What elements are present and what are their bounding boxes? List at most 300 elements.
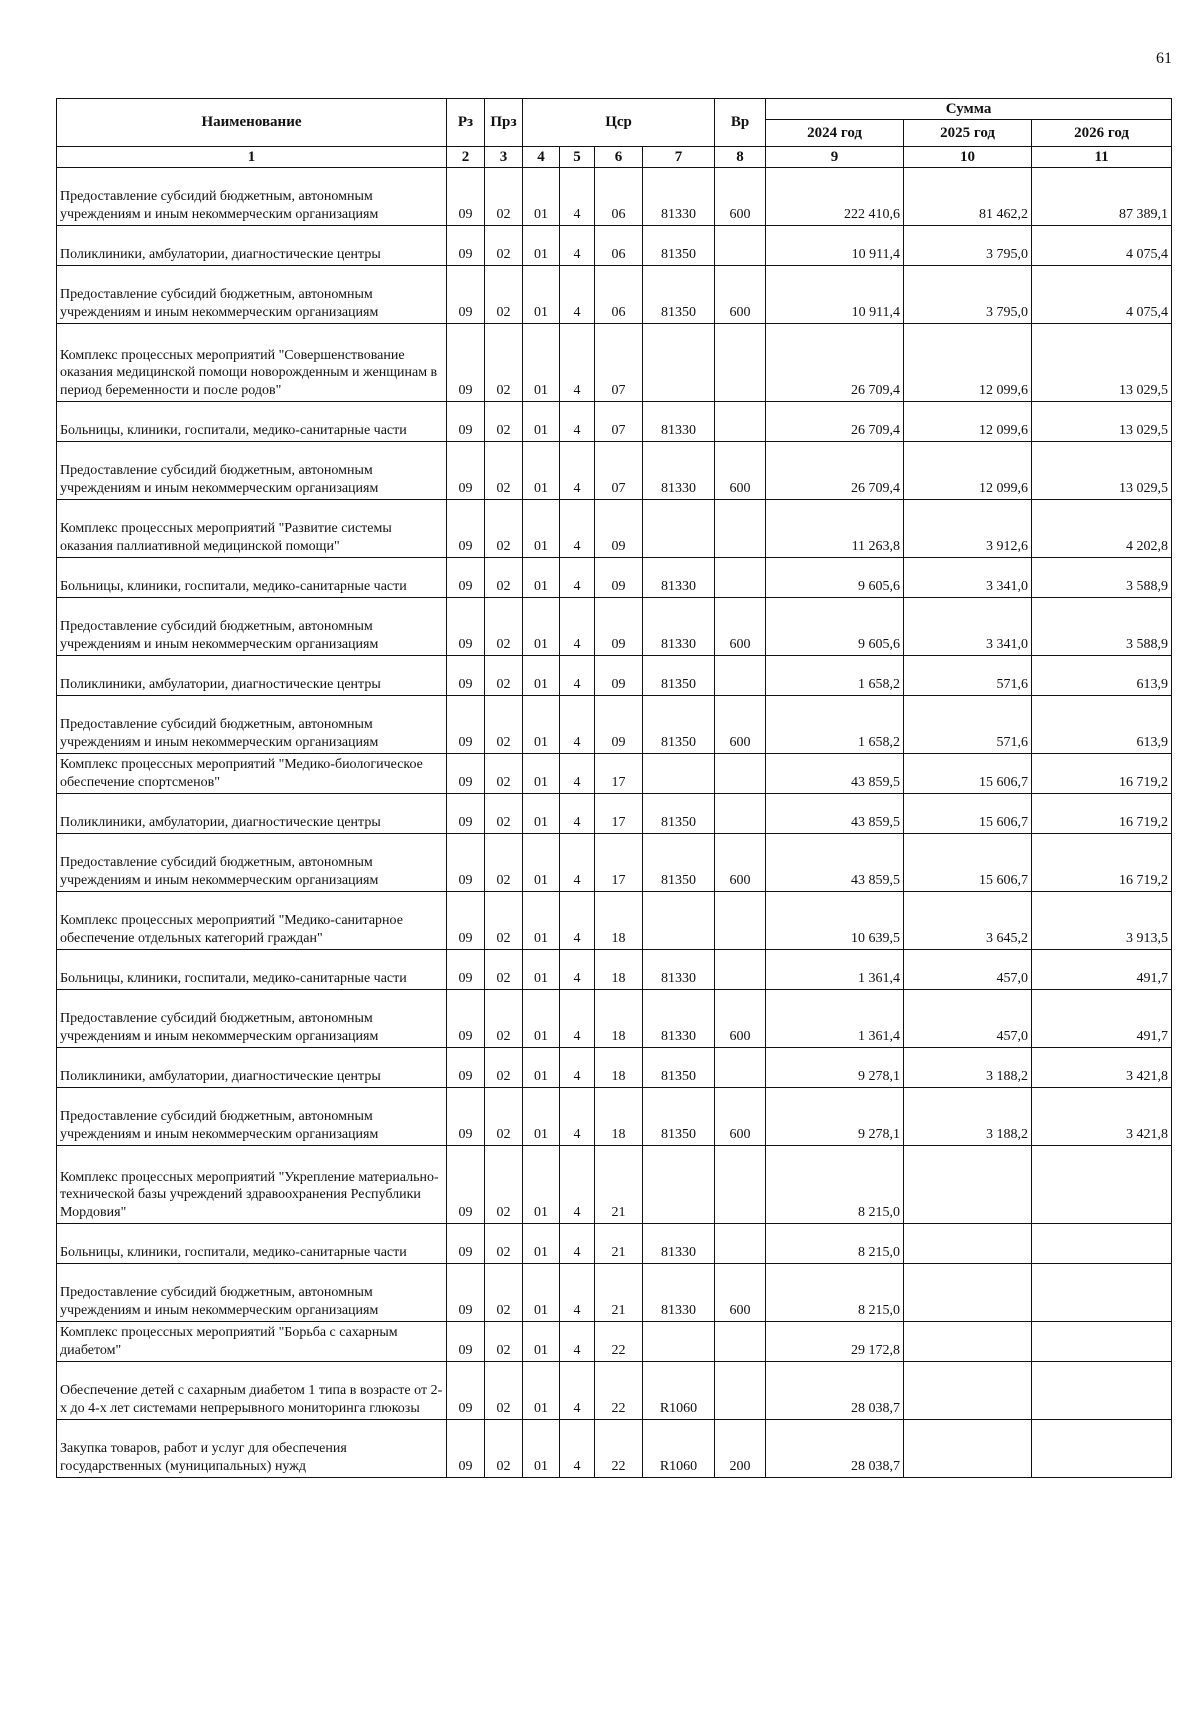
row-sum-2026: 3 421,8 bbox=[1032, 1048, 1172, 1088]
row-sum-2024: 26 709,4 bbox=[766, 402, 904, 442]
row-sum-2024: 1 361,4 bbox=[766, 950, 904, 990]
row-prz: 02 bbox=[485, 1420, 523, 1478]
row-name: Предоставление субсидий бюджетным, автономным учреждениям и иным некоммерческим организациям bbox=[57, 598, 447, 656]
row-name: Предоставление субсидий бюджетным, автономным учреждениям и иным некоммерческим организациям bbox=[57, 696, 447, 754]
row-sum-2024: 9 605,6 bbox=[766, 598, 904, 656]
row-csr-7: 81350 bbox=[643, 696, 715, 754]
table-row bbox=[57, 1264, 1172, 1322]
col-number: 3 bbox=[485, 147, 523, 168]
row-csr-6: 17 bbox=[595, 754, 643, 794]
row-sum-2024: 8 215,0 bbox=[766, 1224, 904, 1264]
row-sum-2025: 3 341,0 bbox=[904, 598, 1032, 656]
col-number: 11 bbox=[1032, 147, 1172, 168]
row-csr-5: 4 bbox=[560, 1146, 595, 1224]
row-sum-2025: 3 341,0 bbox=[904, 558, 1032, 598]
row-vr bbox=[715, 1146, 766, 1224]
row-sum-2024: 43 859,5 bbox=[766, 754, 904, 794]
row-name: Поликлиники, амбулатории, диагностические центры bbox=[57, 656, 447, 696]
table-row bbox=[57, 950, 1172, 990]
row-rz: 09 bbox=[447, 656, 485, 696]
row-csr-4: 01 bbox=[523, 990, 560, 1048]
row-csr-6: 07 bbox=[595, 402, 643, 442]
header-prz: Прз bbox=[485, 99, 523, 147]
row-csr-6: 17 bbox=[595, 834, 643, 892]
row-prz: 02 bbox=[485, 892, 523, 950]
row-csr-7: 81350 bbox=[643, 834, 715, 892]
row-vr bbox=[715, 1322, 766, 1362]
header-year-2024: 2024 год bbox=[766, 120, 904, 147]
row-csr-7 bbox=[643, 892, 715, 950]
row-sum-2026 bbox=[1032, 1420, 1172, 1478]
row-csr-4: 01 bbox=[523, 266, 560, 324]
row-rz: 09 bbox=[447, 794, 485, 834]
row-vr: 600 bbox=[715, 1088, 766, 1146]
row-sum-2025: 15 606,7 bbox=[904, 834, 1032, 892]
col-number: 10 bbox=[904, 147, 1032, 168]
row-rz: 09 bbox=[447, 598, 485, 656]
row-csr-7: 81350 bbox=[643, 1048, 715, 1088]
row-rz: 09 bbox=[447, 696, 485, 754]
row-name: Закупка товаров, работ и услуг для обеспечения государственных (муниципальных) нужд bbox=[57, 1420, 447, 1478]
row-csr-7: 81350 bbox=[643, 226, 715, 266]
row-vr: 200 bbox=[715, 1420, 766, 1478]
row-csr-6: 22 bbox=[595, 1420, 643, 1478]
row-sum-2025: 12 099,6 bbox=[904, 402, 1032, 442]
row-csr-6: 18 bbox=[595, 950, 643, 990]
row-vr bbox=[715, 892, 766, 950]
row-csr-6: 18 bbox=[595, 892, 643, 950]
col-number: 2 bbox=[447, 147, 485, 168]
table-row bbox=[57, 794, 1172, 834]
row-sum-2026: 613,9 bbox=[1032, 696, 1172, 754]
row-name: Больницы, клиники, госпитали, медико-санитарные части bbox=[57, 1224, 447, 1264]
row-csr-5: 4 bbox=[560, 266, 595, 324]
row-name: Предоставление субсидий бюджетным, автономным учреждениям и иным некоммерческим организациям bbox=[57, 266, 447, 324]
row-vr: 600 bbox=[715, 990, 766, 1048]
row-prz: 02 bbox=[485, 500, 523, 558]
row-vr bbox=[715, 950, 766, 990]
table-body bbox=[57, 168, 1172, 1478]
row-csr-4: 01 bbox=[523, 226, 560, 266]
row-csr-4: 01 bbox=[523, 598, 560, 656]
row-name: Комплекс процессных мероприятий "Медико-санитарное обеспечение отдельных категорий граждан" bbox=[57, 892, 447, 950]
row-rz: 09 bbox=[447, 1420, 485, 1478]
row-sum-2026: 3 588,9 bbox=[1032, 598, 1172, 656]
row-csr-4: 01 bbox=[523, 696, 560, 754]
row-name: Комплекс процессных мероприятий "Укрепление материально-технической базы учреждений здравоохранения Республики Мордовия" bbox=[57, 1146, 447, 1224]
row-csr-4: 01 bbox=[523, 402, 560, 442]
row-csr-6: 09 bbox=[595, 598, 643, 656]
row-prz: 02 bbox=[485, 754, 523, 794]
row-vr bbox=[715, 324, 766, 402]
table-row bbox=[57, 1322, 1172, 1362]
row-sum-2024: 26 709,4 bbox=[766, 324, 904, 402]
row-csr-4: 01 bbox=[523, 656, 560, 696]
row-sum-2026: 3 913,5 bbox=[1032, 892, 1172, 950]
row-sum-2025 bbox=[904, 1362, 1032, 1420]
row-sum-2024: 8 215,0 bbox=[766, 1146, 904, 1224]
table-row bbox=[57, 1146, 1172, 1224]
row-sum-2026: 16 719,2 bbox=[1032, 834, 1172, 892]
row-csr-4: 01 bbox=[523, 794, 560, 834]
col-number: 1 bbox=[57, 147, 447, 168]
row-csr-5: 4 bbox=[560, 990, 595, 1048]
row-sum-2025: 3 645,2 bbox=[904, 892, 1032, 950]
row-rz: 09 bbox=[447, 1088, 485, 1146]
row-sum-2025 bbox=[904, 1322, 1032, 1362]
row-csr-5: 4 bbox=[560, 226, 595, 266]
row-csr-4: 01 bbox=[523, 754, 560, 794]
row-name: Предоставление субсидий бюджетным, автономным учреждениям и иным некоммерческим организациям bbox=[57, 834, 447, 892]
table-header bbox=[57, 99, 1172, 168]
row-rz: 09 bbox=[447, 1264, 485, 1322]
row-prz: 02 bbox=[485, 1264, 523, 1322]
row-sum-2026 bbox=[1032, 1322, 1172, 1362]
table-row bbox=[57, 226, 1172, 266]
row-csr-4: 01 bbox=[523, 1048, 560, 1088]
row-prz: 02 bbox=[485, 1322, 523, 1362]
row-vr: 600 bbox=[715, 696, 766, 754]
row-prz: 02 bbox=[485, 656, 523, 696]
row-csr-6: 06 bbox=[595, 266, 643, 324]
row-rz: 09 bbox=[447, 1224, 485, 1264]
row-csr-6: 09 bbox=[595, 558, 643, 598]
row-sum-2024: 9 278,1 bbox=[766, 1048, 904, 1088]
row-rz: 09 bbox=[447, 226, 485, 266]
row-sum-2026: 613,9 bbox=[1032, 656, 1172, 696]
row-sum-2026: 4 075,4 bbox=[1032, 226, 1172, 266]
row-vr bbox=[715, 500, 766, 558]
table-row bbox=[57, 500, 1172, 558]
row-sum-2025 bbox=[904, 1420, 1032, 1478]
header-year-2026: 2026 год bbox=[1032, 120, 1172, 147]
row-csr-5: 4 bbox=[560, 794, 595, 834]
row-vr: 600 bbox=[715, 598, 766, 656]
row-prz: 02 bbox=[485, 598, 523, 656]
table-row bbox=[57, 696, 1172, 754]
row-sum-2026 bbox=[1032, 1146, 1172, 1224]
row-rz: 09 bbox=[447, 558, 485, 598]
row-sum-2026: 4 202,8 bbox=[1032, 500, 1172, 558]
row-rz: 09 bbox=[447, 442, 485, 500]
row-prz: 02 bbox=[485, 558, 523, 598]
row-csr-5: 4 bbox=[560, 1224, 595, 1264]
row-prz: 02 bbox=[485, 990, 523, 1048]
row-csr-7: 81330 bbox=[643, 990, 715, 1048]
row-sum-2024: 1 658,2 bbox=[766, 696, 904, 754]
row-sum-2024: 43 859,5 bbox=[766, 834, 904, 892]
row-csr-5: 4 bbox=[560, 442, 595, 500]
row-csr-4: 01 bbox=[523, 1264, 560, 1322]
row-sum-2025: 3 912,6 bbox=[904, 500, 1032, 558]
row-csr-5: 4 bbox=[560, 402, 595, 442]
row-csr-4: 01 bbox=[523, 1362, 560, 1420]
row-name: Больницы, клиники, госпитали, медико-санитарные части bbox=[57, 558, 447, 598]
row-sum-2025 bbox=[904, 1224, 1032, 1264]
row-rz: 09 bbox=[447, 324, 485, 402]
row-sum-2024: 10 639,5 bbox=[766, 892, 904, 950]
row-csr-6: 09 bbox=[595, 696, 643, 754]
row-sum-2025 bbox=[904, 1146, 1032, 1224]
row-vr: 600 bbox=[715, 834, 766, 892]
row-csr-6: 17 bbox=[595, 794, 643, 834]
row-csr-4: 01 bbox=[523, 500, 560, 558]
row-csr-7 bbox=[643, 1322, 715, 1362]
row-sum-2025 bbox=[904, 1264, 1032, 1322]
row-sum-2025: 15 606,7 bbox=[904, 794, 1032, 834]
row-csr-7: 81330 bbox=[643, 442, 715, 500]
row-csr-6: 21 bbox=[595, 1224, 643, 1264]
header-vr: Вр bbox=[715, 99, 766, 147]
row-rz: 09 bbox=[447, 1146, 485, 1224]
row-sum-2025: 3 795,0 bbox=[904, 266, 1032, 324]
col-number: 8 bbox=[715, 147, 766, 168]
row-sum-2025: 571,6 bbox=[904, 696, 1032, 754]
row-sum-2025: 81 462,2 bbox=[904, 168, 1032, 226]
row-sum-2026: 3 421,8 bbox=[1032, 1088, 1172, 1146]
row-csr-7: 81350 bbox=[643, 794, 715, 834]
header-sum: Сумма bbox=[766, 99, 1172, 120]
row-csr-6: 22 bbox=[595, 1362, 643, 1420]
row-sum-2024: 29 172,8 bbox=[766, 1322, 904, 1362]
row-sum-2024: 222 410,6 bbox=[766, 168, 904, 226]
row-csr-4: 01 bbox=[523, 324, 560, 402]
row-sum-2026: 16 719,2 bbox=[1032, 754, 1172, 794]
header-csr: Цср bbox=[523, 99, 715, 147]
col-number: 4 bbox=[523, 147, 560, 168]
row-csr-6: 18 bbox=[595, 1048, 643, 1088]
row-name: Поликлиники, амбулатории, диагностические центры bbox=[57, 226, 447, 266]
row-vr: 600 bbox=[715, 266, 766, 324]
row-name: Больницы, клиники, госпитали, медико-санитарные части bbox=[57, 950, 447, 990]
row-sum-2025: 12 099,6 bbox=[904, 324, 1032, 402]
row-name: Поликлиники, амбулатории, диагностические центры bbox=[57, 794, 447, 834]
row-prz: 02 bbox=[485, 168, 523, 226]
row-sum-2024: 8 215,0 bbox=[766, 1264, 904, 1322]
row-sum-2024: 43 859,5 bbox=[766, 794, 904, 834]
row-prz: 02 bbox=[485, 324, 523, 402]
row-prz: 02 bbox=[485, 266, 523, 324]
col-number: 6 bbox=[595, 147, 643, 168]
row-sum-2026: 491,7 bbox=[1032, 990, 1172, 1048]
row-csr-7: R1060 bbox=[643, 1420, 715, 1478]
row-csr-6: 21 bbox=[595, 1146, 643, 1224]
row-sum-2026: 13 029,5 bbox=[1032, 324, 1172, 402]
row-csr-5: 4 bbox=[560, 1048, 595, 1088]
row-name: Комплекс процессных мероприятий "Совершенствование оказания медицинской помощи новорожденным и женщинам в период беременности и после родов" bbox=[57, 324, 447, 402]
row-vr bbox=[715, 754, 766, 794]
table-row bbox=[57, 754, 1172, 794]
row-csr-5: 4 bbox=[560, 168, 595, 226]
row-name: Комплекс процессных мероприятий "Борьба с сахарным диабетом" bbox=[57, 1322, 447, 1362]
row-rz: 09 bbox=[447, 266, 485, 324]
row-csr-5: 4 bbox=[560, 754, 595, 794]
row-csr-5: 4 bbox=[560, 950, 595, 990]
row-sum-2024: 28 038,7 bbox=[766, 1362, 904, 1420]
table-row bbox=[57, 324, 1172, 402]
table-row bbox=[57, 1088, 1172, 1146]
row-sum-2025: 12 099,6 bbox=[904, 442, 1032, 500]
row-prz: 02 bbox=[485, 226, 523, 266]
table-row bbox=[57, 168, 1172, 226]
row-prz: 02 bbox=[485, 1088, 523, 1146]
row-name: Предоставление субсидий бюджетным, автономным учреждениям и иным некоммерческим организациям bbox=[57, 1264, 447, 1322]
row-sum-2024: 28 038,7 bbox=[766, 1420, 904, 1478]
row-rz: 09 bbox=[447, 754, 485, 794]
row-csr-7: 81350 bbox=[643, 1088, 715, 1146]
row-sum-2026 bbox=[1032, 1224, 1172, 1264]
row-csr-5: 4 bbox=[560, 892, 595, 950]
row-csr-5: 4 bbox=[560, 656, 595, 696]
row-sum-2025: 3 188,2 bbox=[904, 1048, 1032, 1088]
row-sum-2026 bbox=[1032, 1264, 1172, 1322]
row-prz: 02 bbox=[485, 794, 523, 834]
col-number: 7 bbox=[643, 147, 715, 168]
row-csr-4: 01 bbox=[523, 558, 560, 598]
row-csr-7: 81330 bbox=[643, 598, 715, 656]
row-csr-5: 4 bbox=[560, 324, 595, 402]
table-row bbox=[57, 402, 1172, 442]
row-csr-7 bbox=[643, 1146, 715, 1224]
row-csr-5: 4 bbox=[560, 558, 595, 598]
page-number: 61 bbox=[1156, 50, 1172, 67]
row-rz: 09 bbox=[447, 1322, 485, 1362]
row-prz: 02 bbox=[485, 1362, 523, 1420]
row-csr-6: 21 bbox=[595, 1264, 643, 1322]
row-csr-5: 4 bbox=[560, 500, 595, 558]
row-csr-6: 09 bbox=[595, 656, 643, 696]
header-name: Наименование bbox=[57, 99, 447, 147]
row-rz: 09 bbox=[447, 1048, 485, 1088]
row-csr-7: 81330 bbox=[643, 168, 715, 226]
row-prz: 02 bbox=[485, 1048, 523, 1088]
row-name: Комплекс процессных мероприятий "Развитие системы оказания паллиативной медицинской помощи" bbox=[57, 500, 447, 558]
row-csr-5: 4 bbox=[560, 696, 595, 754]
table-row bbox=[57, 656, 1172, 696]
row-csr-7: R1060 bbox=[643, 1362, 715, 1420]
row-prz: 02 bbox=[485, 834, 523, 892]
row-name: Предоставление субсидий бюджетным, автономным учреждениям и иным некоммерческим организациям bbox=[57, 168, 447, 226]
row-name: Поликлиники, амбулатории, диагностические центры bbox=[57, 1048, 447, 1088]
row-csr-4: 01 bbox=[523, 950, 560, 990]
row-sum-2025: 15 606,7 bbox=[904, 754, 1032, 794]
row-prz: 02 bbox=[485, 402, 523, 442]
budget-table bbox=[56, 98, 1172, 1478]
row-sum-2026: 87 389,1 bbox=[1032, 168, 1172, 226]
table-row bbox=[57, 558, 1172, 598]
row-vr bbox=[715, 402, 766, 442]
row-sum-2026: 16 719,2 bbox=[1032, 794, 1172, 834]
row-vr: 600 bbox=[715, 168, 766, 226]
row-csr-5: 4 bbox=[560, 1088, 595, 1146]
row-sum-2024: 9 278,1 bbox=[766, 1088, 904, 1146]
row-csr-4: 01 bbox=[523, 1420, 560, 1478]
row-sum-2024: 9 605,6 bbox=[766, 558, 904, 598]
row-name: Предоставление субсидий бюджетным, автономным учреждениям и иным некоммерческим организациям bbox=[57, 442, 447, 500]
row-rz: 09 bbox=[447, 892, 485, 950]
row-sum-2026: 3 588,9 bbox=[1032, 558, 1172, 598]
row-sum-2026: 4 075,4 bbox=[1032, 266, 1172, 324]
row-csr-4: 01 bbox=[523, 1224, 560, 1264]
table-row bbox=[57, 266, 1172, 324]
row-rz: 09 bbox=[447, 990, 485, 1048]
row-csr-5: 4 bbox=[560, 1264, 595, 1322]
row-prz: 02 bbox=[485, 1146, 523, 1224]
row-sum-2026: 13 029,5 bbox=[1032, 442, 1172, 500]
table-row bbox=[57, 598, 1172, 656]
table-row bbox=[57, 834, 1172, 892]
row-prz: 02 bbox=[485, 1224, 523, 1264]
row-sum-2026 bbox=[1032, 1362, 1172, 1420]
col-number: 9 bbox=[766, 147, 904, 168]
column-number-row bbox=[57, 147, 1172, 168]
row-rz: 09 bbox=[447, 1362, 485, 1420]
table-row bbox=[57, 1048, 1172, 1088]
table-row bbox=[57, 990, 1172, 1048]
row-vr bbox=[715, 558, 766, 598]
row-prz: 02 bbox=[485, 696, 523, 754]
row-name: Больницы, клиники, госпитали, медико-санитарные части bbox=[57, 402, 447, 442]
row-sum-2024: 1 658,2 bbox=[766, 656, 904, 696]
row-csr-4: 01 bbox=[523, 168, 560, 226]
row-vr bbox=[715, 656, 766, 696]
row-vr bbox=[715, 1362, 766, 1420]
row-sum-2024: 10 911,4 bbox=[766, 266, 904, 324]
row-sum-2026: 13 029,5 bbox=[1032, 402, 1172, 442]
row-csr-6: 18 bbox=[595, 1088, 643, 1146]
row-rz: 09 bbox=[447, 168, 485, 226]
row-csr-7: 81330 bbox=[643, 1224, 715, 1264]
table-row bbox=[57, 442, 1172, 500]
row-sum-2025: 457,0 bbox=[904, 950, 1032, 990]
row-name: Предоставление субсидий бюджетным, автономным учреждениям и иным некоммерческим организациям bbox=[57, 990, 447, 1048]
row-sum-2024: 1 361,4 bbox=[766, 990, 904, 1048]
table-row bbox=[57, 892, 1172, 950]
row-sum-2024: 10 911,4 bbox=[766, 226, 904, 266]
row-csr-4: 01 bbox=[523, 1322, 560, 1362]
row-sum-2024: 11 263,8 bbox=[766, 500, 904, 558]
table-row bbox=[57, 1362, 1172, 1420]
row-vr bbox=[715, 226, 766, 266]
row-csr-6: 18 bbox=[595, 990, 643, 1048]
row-vr bbox=[715, 1048, 766, 1088]
row-csr-5: 4 bbox=[560, 1362, 595, 1420]
col-number: 5 bbox=[560, 147, 595, 168]
row-csr-7: 81350 bbox=[643, 266, 715, 324]
row-vr bbox=[715, 794, 766, 834]
row-csr-5: 4 bbox=[560, 1322, 595, 1362]
row-sum-2025: 457,0 bbox=[904, 990, 1032, 1048]
row-prz: 02 bbox=[485, 950, 523, 990]
row-csr-6: 06 bbox=[595, 168, 643, 226]
row-csr-7: 81330 bbox=[643, 558, 715, 598]
row-vr: 600 bbox=[715, 442, 766, 500]
row-rz: 09 bbox=[447, 950, 485, 990]
row-csr-4: 01 bbox=[523, 1146, 560, 1224]
table-row bbox=[57, 1224, 1172, 1264]
row-csr-7 bbox=[643, 500, 715, 558]
row-sum-2025: 571,6 bbox=[904, 656, 1032, 696]
row-rz: 09 bbox=[447, 500, 485, 558]
row-csr-7: 81330 bbox=[643, 402, 715, 442]
row-csr-6: 09 bbox=[595, 500, 643, 558]
header-rz: Рз bbox=[447, 99, 485, 147]
row-csr-6: 22 bbox=[595, 1322, 643, 1362]
row-sum-2024: 26 709,4 bbox=[766, 442, 904, 500]
row-csr-4: 01 bbox=[523, 834, 560, 892]
row-csr-7: 81330 bbox=[643, 1264, 715, 1322]
row-name: Предоставление субсидий бюджетным, автономным учреждениям и иным некоммерческим организациям bbox=[57, 1088, 447, 1146]
